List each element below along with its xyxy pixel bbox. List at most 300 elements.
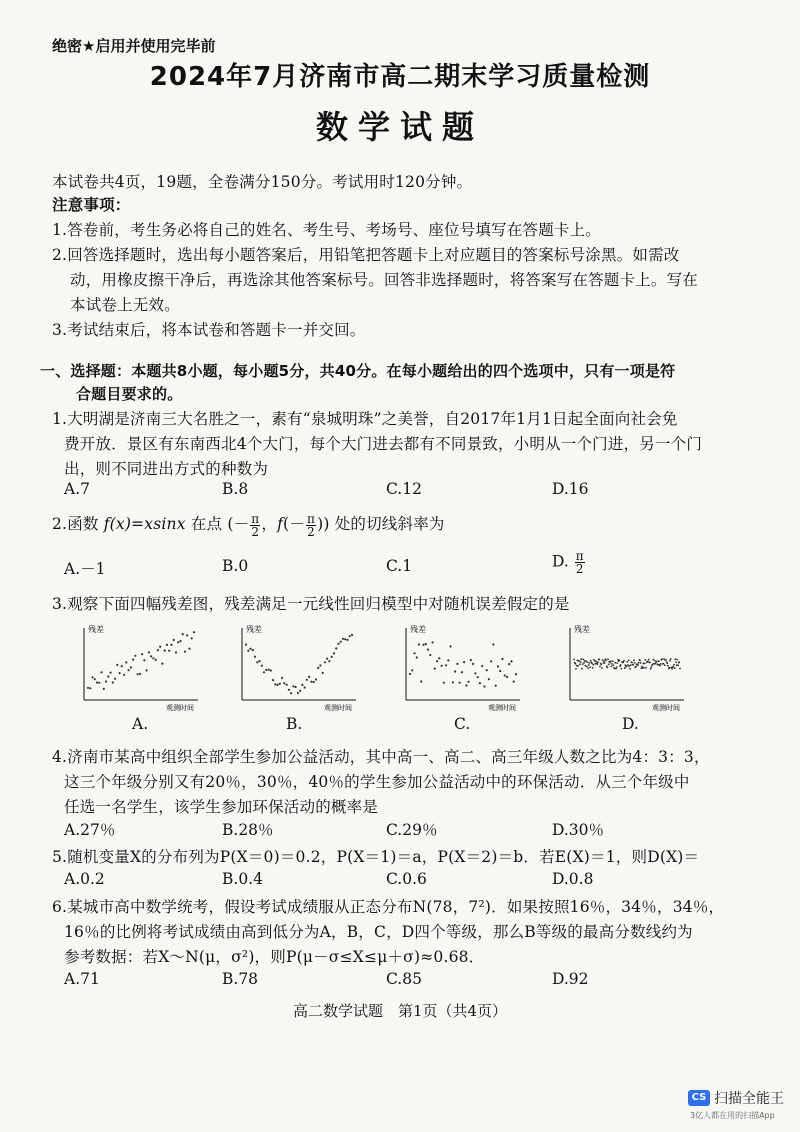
residual-plot-b (228, 622, 360, 714)
residual-point (597, 661, 599, 663)
residual-point (322, 672, 324, 674)
residual-point (265, 669, 267, 671)
residual-point (515, 673, 517, 675)
y-axis-label: 残差 (88, 625, 104, 634)
residual-point (634, 662, 636, 664)
q6-option-b: B.78 (222, 970, 259, 988)
residual-point (103, 688, 105, 690)
residual-point (603, 660, 605, 662)
residual-point (193, 631, 195, 633)
residual-point (601, 667, 603, 669)
residual-point (607, 658, 609, 660)
residual-point (148, 651, 150, 653)
camscanner-name: 扫描全能王 (714, 1091, 784, 1107)
residual-point (481, 665, 483, 667)
y-axis-label: 残差 (410, 625, 426, 634)
q2-option-d-label: D. (552, 552, 569, 571)
residual-point (456, 663, 458, 665)
residual-point (274, 683, 276, 685)
residual-point (429, 654, 431, 656)
q5-option-d: D.0.8 (552, 870, 594, 888)
residual-point (666, 662, 668, 664)
residual-point (254, 656, 256, 658)
residual-point (173, 639, 175, 641)
residual-point (658, 660, 660, 662)
residual-point (454, 670, 456, 672)
residual-point (590, 660, 592, 662)
x-axis-label: 观测时间 (652, 704, 680, 712)
residual-point (479, 682, 481, 684)
subject-title: 数学试题 (315, 108, 484, 146)
q2-option-d (552, 550, 586, 575)
residual-point (134, 655, 136, 657)
residual-plot-d (556, 622, 688, 714)
plot-label-c: C. (454, 715, 471, 733)
notice-item-3: 3.考试结束后，将本试卷和答题卡一并交回。 (52, 321, 366, 339)
residual-point (676, 659, 678, 661)
residual-point (333, 652, 335, 654)
residual-point (450, 645, 452, 647)
question-3: 3.观察下面四幅残差图，残差满足一元线性回归模型中对随机误差假定的是 (52, 595, 570, 613)
residual-point (644, 663, 646, 665)
residual-point (650, 668, 652, 670)
residual-point (87, 687, 89, 689)
q2-mid: 在点 (190, 515, 223, 533)
q2-prefix: 2.函数 (52, 515, 99, 533)
residual-point (641, 666, 643, 668)
residual-point (164, 650, 166, 652)
residual-point (580, 658, 582, 660)
q5-option-b: B.0.4 (222, 870, 263, 888)
residual-point (508, 663, 510, 665)
residual-point (652, 659, 654, 661)
plot-label-b: B. (286, 715, 303, 733)
residual-point (579, 663, 581, 665)
residual-point (349, 635, 351, 637)
residual-point (281, 677, 283, 679)
residual-point (612, 660, 614, 662)
residual-point (304, 686, 306, 688)
residual-point (141, 653, 143, 655)
residual-point (639, 660, 641, 662)
residual-point (675, 661, 677, 663)
residual-point (317, 667, 319, 669)
residual-point (130, 666, 132, 668)
question-4: 4.济南市某高中组织全部学生参加公益活动，其中高一、高二、高三年级人数之比为4：3：3， (52, 748, 710, 766)
residual-point (297, 692, 299, 694)
residual-point (614, 662, 616, 664)
residual-point (261, 665, 263, 667)
q2-point-y (306, 513, 316, 538)
q6-option-a: A.71 (64, 970, 100, 988)
residual-point (667, 665, 669, 667)
question-1-cont: 费开放．景区有东南西北4个大门，每个大门进去都有不同景致，小明从一个门进，另一个门 (64, 435, 703, 453)
residual-point (301, 684, 303, 686)
residual-point (258, 660, 260, 662)
residual-point (499, 670, 501, 672)
residual-point (586, 661, 588, 663)
residual-point (664, 664, 666, 666)
q1-option-b: B.8 (222, 480, 249, 498)
residual-point (606, 667, 608, 669)
residual-point (495, 685, 497, 687)
residual-point (611, 663, 613, 665)
residual-point (632, 664, 634, 666)
page-footer: 高二数学试题 第1页（共4页） (292, 1002, 508, 1020)
residual-point (416, 656, 418, 658)
question-4-cont2: 任选一名学生，该学生参加环保活动的概率是 (64, 798, 379, 816)
residual-point (474, 672, 476, 674)
residual-point (605, 659, 607, 661)
residual-point (252, 649, 254, 651)
q2-option-b: B.0 (222, 557, 249, 575)
residual-point (669, 660, 671, 662)
residual-point (678, 661, 680, 663)
q2-option-d-frac (575, 550, 585, 575)
residual-point (107, 675, 109, 677)
residual-point (631, 662, 633, 664)
residual-point (674, 658, 676, 660)
residual-point (459, 682, 461, 684)
notice-item-1: 1.答卷前，考生务必将自己的姓名、考生号、考场号、座位号填写在答题卡上。 (52, 221, 601, 239)
residual-point (114, 678, 116, 680)
residual-point (179, 640, 181, 642)
residual-point (438, 657, 440, 659)
residual-point (575, 668, 577, 670)
residual-point (346, 639, 348, 641)
residual-point (328, 660, 330, 662)
residual-point (125, 661, 127, 663)
residual-point (574, 663, 576, 665)
residual-point (98, 682, 100, 684)
residual-point (315, 678, 317, 680)
residual-point (463, 661, 465, 663)
residual-point (306, 679, 308, 681)
residual-point (89, 687, 91, 689)
residual-point (331, 656, 333, 658)
residual-point (436, 660, 438, 662)
residual-point (506, 676, 508, 678)
residual-point (105, 680, 107, 682)
residual-point (618, 659, 620, 661)
residual-plot-c (392, 622, 524, 714)
residual-point (599, 666, 601, 668)
residual-point (310, 681, 312, 683)
residual-point (182, 633, 184, 635)
residual-point (591, 662, 593, 664)
residual-point (91, 676, 93, 678)
residual-point (139, 673, 141, 675)
residual-point (650, 666, 652, 668)
residual-point (612, 664, 614, 666)
residual-point (620, 664, 622, 666)
residual-point (413, 652, 415, 654)
q2-two-1: 2 (251, 524, 260, 539)
residual-point (656, 661, 658, 663)
exam-intro: 本试卷共4页，19题，全卷满分150分。考试用时120分钟。 (52, 173, 473, 191)
q5-option-c: C.0.6 (386, 870, 427, 888)
residual-points (409, 641, 517, 687)
residual-point (608, 664, 610, 666)
residual-point (445, 664, 447, 666)
residual-point (577, 665, 579, 667)
residual-point (128, 669, 130, 671)
residual-point (166, 644, 168, 646)
residual-point (344, 638, 346, 640)
residual-point (586, 666, 588, 668)
residual-point (583, 662, 585, 664)
question-6: 6.某城市高中数学统考，假设考试成绩服从正态分布N(78，7²)．如果按照16％，34％，34％， (52, 898, 725, 916)
residual-point (188, 648, 190, 650)
residual-point (659, 665, 661, 667)
residual-point (637, 664, 639, 666)
residual-point (326, 658, 328, 660)
residual-point (624, 667, 626, 669)
residual-point (295, 686, 297, 688)
residual-point (340, 641, 342, 643)
residual-point (626, 661, 628, 663)
q2-pi-3: π (575, 549, 584, 563)
residual-point (420, 680, 422, 682)
residual-point (137, 673, 139, 675)
residual-point (132, 659, 134, 661)
residual-point (616, 666, 618, 668)
residual-point (277, 684, 279, 686)
q2-option-c: C.1 (386, 557, 413, 575)
residual-point (263, 671, 265, 673)
residual-point (592, 664, 594, 666)
residual-point (649, 662, 651, 664)
residual-point (245, 644, 247, 646)
residual-point (313, 681, 315, 683)
x-axis-label: 观测时间 (166, 704, 194, 712)
q6-option-c: C.85 (386, 970, 422, 988)
residual-point (434, 668, 436, 670)
residual-point (337, 643, 339, 645)
residual-point (501, 658, 503, 660)
plot-label-a: A. (132, 715, 149, 733)
residual-point (418, 643, 420, 645)
residual-point (629, 668, 631, 670)
residual-point (96, 681, 98, 683)
residual-point (610, 660, 612, 662)
q2-pi-2: π (306, 511, 316, 526)
residual-point (409, 673, 411, 675)
question-2: 2.函数 f(x)=xsinx 在点 (－ $\frac{\pi}{2}$ ，f(－ $\frac{\pi}{2}$ )) 处的切线斜率为 (52, 511, 445, 539)
residual-point (580, 661, 582, 663)
residual-plot-a (70, 622, 202, 714)
residual-point (662, 663, 664, 665)
residual-point (679, 668, 681, 670)
residual-point (116, 664, 118, 666)
residual-point (288, 689, 290, 691)
residual-point (504, 674, 506, 676)
residual-point (143, 659, 145, 661)
residual-point (157, 649, 159, 651)
residual-point (604, 662, 606, 664)
residual-point (443, 682, 445, 684)
residual-point (633, 659, 635, 661)
residual-point (610, 665, 612, 667)
residual-point (654, 663, 656, 665)
q1-option-d: D.16 (552, 480, 589, 498)
residual-point (159, 646, 161, 648)
residual-point (335, 647, 337, 649)
notice-item-2: 2.回答选择题时，选出每小题答案后，用铅笔把答题卡上对应题目的答案标号涂黑。如需改 (52, 246, 680, 264)
notice-heading: 注意事项： (52, 196, 131, 214)
residual-point (588, 664, 590, 666)
q2-point-x (250, 513, 260, 538)
q2-suffix: 处的切线斜率为 (334, 515, 445, 533)
residual-point (596, 663, 598, 665)
notice-item-2-cont2: 本试卷上无效。 (70, 296, 180, 314)
camscanner-tagline: 3亿人都在用的扫描App (690, 1111, 775, 1120)
residual-point (623, 660, 625, 662)
residual-points (245, 634, 353, 694)
residual-point (447, 659, 449, 661)
residual-point (497, 665, 499, 667)
residual-point (673, 664, 675, 666)
residual-point (150, 655, 152, 657)
residual-point (654, 660, 656, 662)
residual-point (292, 685, 294, 687)
y-axis-label: 残差 (574, 625, 590, 634)
secret-label: 绝密★启用并使用完毕前 (52, 37, 216, 55)
residual-point (461, 671, 463, 673)
x-axis-label: 观测时间 (488, 704, 516, 712)
residual-point (465, 684, 467, 686)
residual-point (600, 664, 602, 666)
residual-point (660, 663, 662, 665)
residual-point (573, 659, 575, 661)
q4-option-d: D.30％ (552, 821, 605, 839)
residual-point (249, 648, 251, 650)
q6-option-d: D.92 (552, 970, 589, 988)
residual-point (290, 692, 292, 694)
residual-point (146, 669, 148, 671)
q4-option-c: C.29％ (386, 821, 438, 839)
residual-point (470, 659, 472, 661)
residual-point (472, 663, 474, 665)
camscanner-logo: CS (688, 1090, 710, 1106)
residual-point (247, 650, 249, 652)
residual-point (342, 638, 344, 640)
residual-point (441, 665, 443, 667)
question-6-cont2: 参考数据：若X～N(μ，σ²)，则P(μ－σ≤X≤μ＋σ)≈0.68． (64, 948, 485, 966)
residual-point (177, 641, 179, 643)
residual-point (643, 667, 645, 669)
q2-two-3: 2 (575, 562, 584, 576)
residual-point (324, 661, 326, 663)
residual-point (155, 659, 157, 661)
residual-points (87, 631, 195, 690)
residual-point (184, 651, 186, 653)
residual-point (121, 665, 123, 667)
residual-point (161, 663, 163, 665)
q4-option-a: A.27％ (64, 821, 116, 839)
residual-point (648, 659, 650, 661)
residual-point (123, 674, 125, 676)
residual-points (573, 658, 681, 670)
x-axis-label: 观测时间 (324, 704, 352, 712)
residual-point (319, 664, 321, 666)
residual-point (286, 684, 288, 686)
residual-point (425, 643, 427, 645)
residual-point (668, 667, 670, 669)
residual-point (589, 666, 591, 668)
q1-option-a: A.7 (64, 480, 90, 498)
residual-point (168, 650, 170, 652)
residual-point (616, 662, 618, 664)
question-4-cont: 这三个年级分别又有20％，30％，40％的学生参加公益活动中的环保活动．从三个年级中 (64, 773, 690, 791)
q2-two-2: 2 (307, 524, 315, 539)
question-1-cont2: 出，则不同进出方式的种数为 (64, 460, 269, 478)
residual-point (186, 634, 188, 636)
question-6-cont: 16％的比例将考试成绩由高到低分为A，B，C，D四个等级，那么B等级的最高分数线约为 (64, 923, 693, 941)
q1-option-c: C.12 (386, 480, 422, 498)
residual-point (112, 681, 114, 683)
section-heading-cont: 合题目要求的。 (76, 385, 183, 403)
residual-point (488, 678, 490, 680)
residual-point (644, 659, 646, 661)
residual-point (578, 660, 580, 662)
residual-point (588, 662, 590, 664)
exam-title: 2024年7月济南市高二期末学习质量检测 (149, 62, 651, 92)
residual-point (100, 671, 102, 673)
residual-point (256, 661, 258, 663)
residual-point (268, 669, 270, 671)
residual-point (170, 644, 172, 646)
residual-point (587, 667, 589, 669)
residual-point (279, 683, 281, 685)
residual-point (308, 676, 310, 678)
residual-point (628, 659, 630, 661)
residual-point (422, 644, 424, 646)
plot-label-d: D. (622, 715, 639, 733)
question-1: 1.大明湖是济南三大名胜之一，素有“泉城明珠”之美誉，自2017年1月1日起全面向社会免 (52, 410, 678, 428)
residual-point (620, 668, 622, 670)
residual-point (513, 681, 515, 683)
residual-point (661, 658, 663, 660)
residual-point (581, 668, 583, 670)
q2-pi-1: π (251, 511, 260, 526)
residual-point (638, 662, 640, 664)
residual-point (665, 659, 667, 661)
residual-point (582, 659, 584, 661)
residual-point (152, 657, 154, 659)
residual-point (510, 660, 512, 662)
residual-point (452, 681, 454, 683)
residual-point (283, 682, 285, 684)
residual-point (630, 664, 632, 666)
residual-point (640, 662, 642, 664)
residual-point (672, 666, 674, 668)
residual-point (670, 658, 672, 660)
residual-point (110, 672, 112, 674)
residual-point (645, 667, 647, 669)
residual-point (94, 678, 96, 680)
q2-option-a: A.－1 (64, 560, 106, 578)
residual-point (592, 667, 594, 669)
residual-point (270, 669, 272, 671)
residual-point (411, 669, 413, 671)
residual-point (674, 667, 676, 669)
residual-point (483, 685, 485, 687)
residual-point (427, 649, 429, 651)
residual-point (486, 669, 488, 671)
residual-point (272, 679, 274, 681)
residual-point (119, 672, 121, 674)
